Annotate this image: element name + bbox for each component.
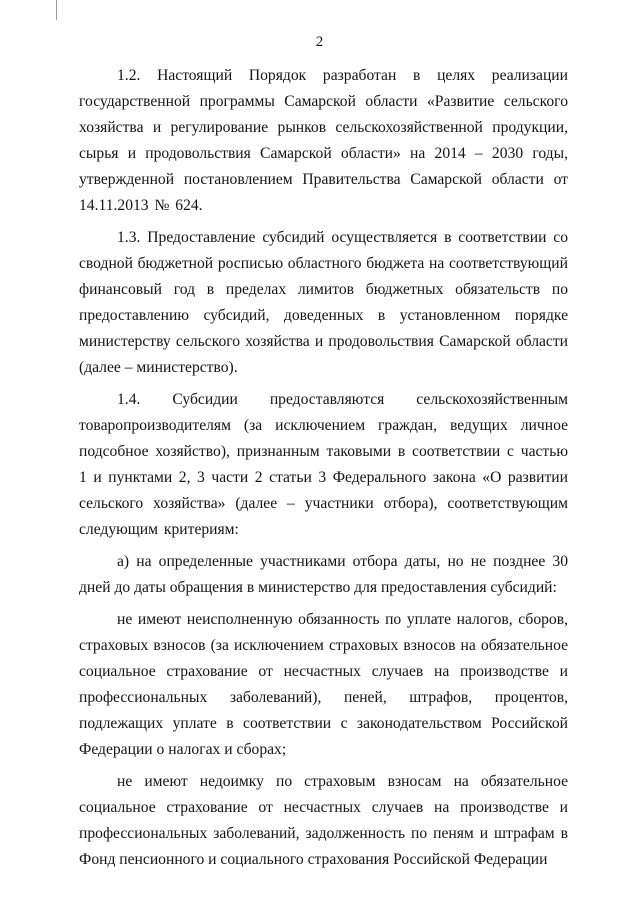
paragraph-tax-obligations: не имеют неисполненную обязанность по уплате налогов, сборов, страховых взносов (за исключением страховых взносов на обязательное социальное страхование от несчастных случаев на производстве и профессиональных заболеваний), пеней, штрафов, процентов, подлежащих уплате в соответствии с законодательством Российской Федерации о налогах и сборах; xyxy=(79,611,568,758)
paragraph-1-3: 1.3. Предоставление субсидий осуществляется в соответствии со сводной бюджетной росписью областного бюджета на соответствующий финансовый год в пределах лимитов бюджетных обязательств по предоставлению субсидий, доведенных в установленном порядке министерству сельского хозяйства и продовольствия Самарской области (далее – министерство). xyxy=(79,229,568,376)
scan-edge-line xyxy=(56,0,57,20)
page-number: 2 xyxy=(315,34,324,50)
paragraph-criterion-a: а) на определенные участниками отбора даты, но не позднее 30 дней до даты обращения в министерство для предоставления субсидий: xyxy=(79,553,568,596)
paragraph-1-4: 1.4. Субсидии предоставляются сельскохозяйственным товаропроизводителям (за исключением граждан, ведущих личное подсобное хозяйство), признанным таковыми в соответствии с частью 1 и пунктами 2, 3 части 2 статьи 3 Федерального закона «О развитии сельского хозяйства» (далее – участники отбора), соответствующим следующим критериям: xyxy=(79,391,568,538)
paragraph-insurance-arrears: не имеют недоимку по страховым взносам на обязательное социальное страхование от несчастных случаев на производстве и профессиональных заболеваний, задолженность по пеням и штрафам в Фонд пенсионного и социального страхования Российской Федерации xyxy=(79,773,568,868)
document-body xyxy=(79,63,568,873)
paragraph-1-2: 1.2. Настоящий Порядок разработан в целях реализации государственной программы Самарской области «Развитие сельского хозяйства и регулирование рынков сельскохозяйственной продукции, сырья и продовольствия Самарской области» на 2014 – 2030 годы, утвержденной постановлением Правительства Самарской области от 14.11.2013 № 624. xyxy=(79,67,568,214)
